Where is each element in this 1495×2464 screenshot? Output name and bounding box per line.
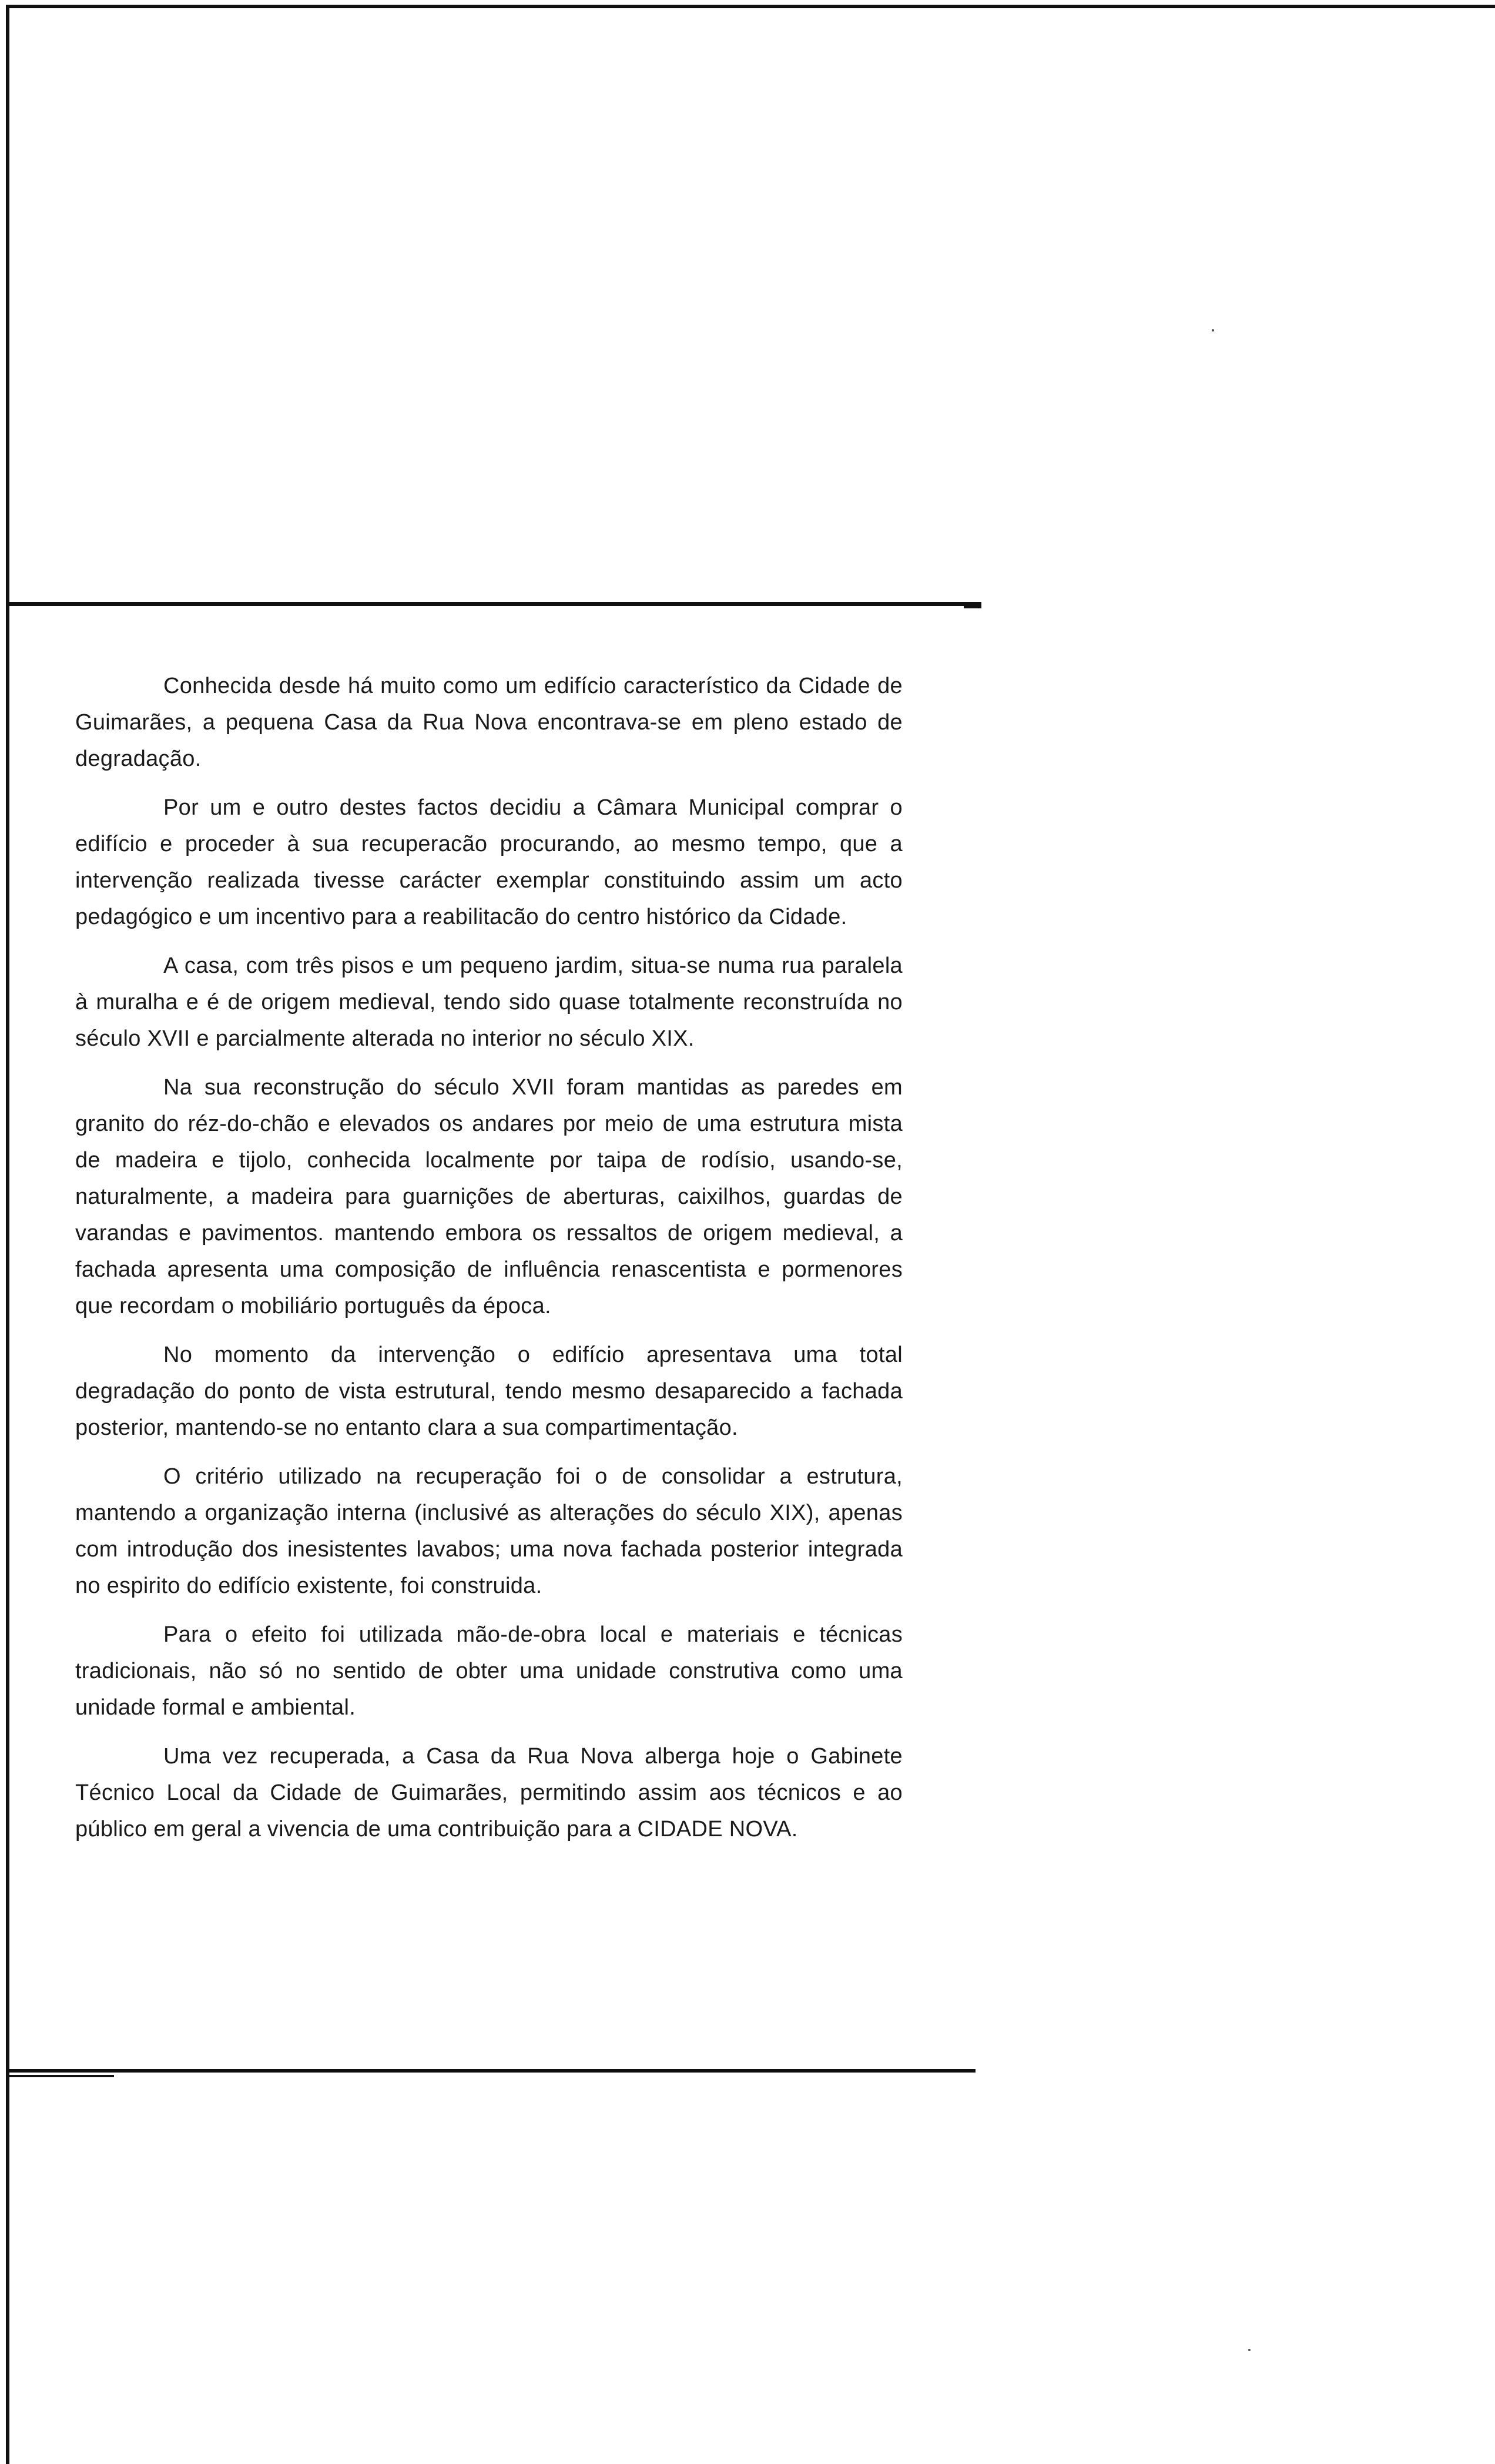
document-body — [75, 668, 903, 1860]
page-frame-top-border — [6, 5, 1495, 8]
paragraph-7: Para o efeito foi utilizada mão-de-obra local e materiais e técnicas tradicionais, não só no sentido de obter uma unidade construtiva como uma unidade formal e ambiental. — [75, 1622, 903, 1720]
bottom-horizontal-rule — [6, 2069, 976, 2073]
paragraph-1: Conhecida desde há muito como um edifício característico da Cidade de Guimarães, a pequena Casa da Rua Nova encontrava-se em pleno estado de degradação. — [75, 674, 903, 771]
scan-speck — [1248, 2349, 1251, 2351]
top-rule-tail — [964, 605, 981, 608]
scan-speck — [1212, 329, 1214, 332]
page-frame-left-border — [6, 6, 9, 2464]
paragraph-2: Por um e outro destes factos decidiu a Câmara Municipal comprar o edifício e proceder à sua recuperacão procurando, ao mesmo tempo, que a intervenção realizada tivesse carácter exemplar constituindo assim um acto pedagógico e um incentivo para a reabilitacão do centro histórico da Cidade. — [75, 795, 903, 929]
paragraph-4: Na sua reconstrução do século XVII foram mantidas as paredes em granito do réz-do-chão e elevados os andares por meio de uma estrutura mista de madeira e tijolo, conhecida localmente por taipa de rodísio, usando-se, naturalmente, a madeira para guarnições de aberturas, caixilhos, guardas de varandas e pavimentos. mantendo embora os ressaltos de origem medieval, a fachada apresenta uma composição de influência renascentista e pormenores que recordam o mobiliário português da época. — [75, 1075, 903, 1318]
paragraph-3: A casa, com três pisos e um pequeno jardim, situa-se numa rua paralela à muralha e é de origem medieval, tendo sido quase totalmente reconstruída no século XVII e parcialmente alterada no interior no século XIX. — [75, 953, 903, 1051]
top-horizontal-rule — [6, 602, 981, 606]
paragraph-6: O critério utilizado na recuperação foi o de consolidar a estrutura, mantendo a organização interna (inclusivé as alterações do século XIX), apenas com introdução dos inesistentes lavabos; uma nova fachada posterior integrada no espirito do edifício existente, foi construida. — [75, 1464, 903, 1598]
paragraph-5: No momento da intervenção o edifício apresentava uma total degradação do ponto de vista estrutural, tendo mesmo desaparecido a fachada posterior, mantendo-se no entanto clara a sua compartimentação. — [75, 1343, 903, 1440]
paragraph-8: Uma vez recuperada, a Casa da Rua Nova alberga hoje o Gabinete Técnico Local da Cidade de Guimarães, permitindo assim aos técnicos e ao público em geral a vivencia de uma contribuição para a CIDADE NOVA. — [75, 1744, 903, 1842]
bottom-rule-accent — [8, 2075, 114, 2077]
